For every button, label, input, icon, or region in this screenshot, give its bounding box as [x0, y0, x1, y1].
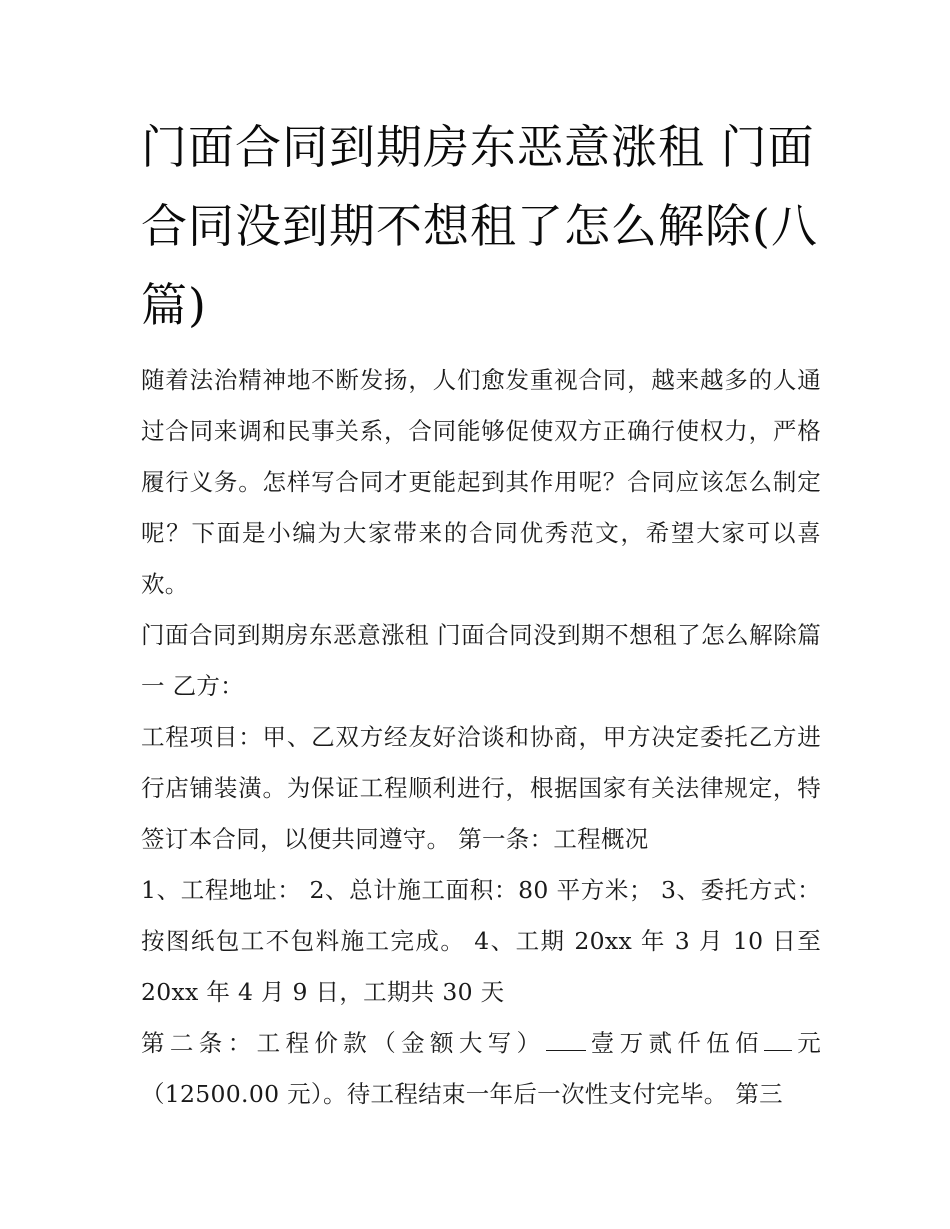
price-prefix: 第二条：工程价款（金额大写） — [141, 1029, 546, 1057]
section-heading: 门面合同到期房东恶意涨租 门面合同没到期不想租了怎么解除篇一 乙方： — [141, 621, 821, 700]
price-paragraph — [141, 1018, 821, 1120]
blank-underline — [546, 1030, 586, 1051]
blank-underline — [764, 1030, 792, 1051]
overview-paragraph: 1、工程地址： 2、总计施工面积：80 平方米； 3、委托方式：按图纸包工不包料施工完成。 4、工期 20xx 年 3 月 10 日至 20xx 年 4 月 9 日，工期共 30 天 — [141, 876, 821, 1006]
price-unit: 元 — [792, 1029, 821, 1057]
price-amount-words: 壹万贰仟伍佰 — [585, 1029, 765, 1057]
intro-paragraph: 随着法治精神地不断发扬，人们愈发重视合同，越来越多的人通过合同来调和民事关系，合同能够促使双方正确行使权力，严格履行义务。怎样写合同才更能起到其作用呢？合同应该怎么制定呢？下面是小编为大家带来的合同优秀范文，希望大家可以喜欢。 — [141, 366, 821, 598]
document-title: 门面合同到期房东恶意涨租 门面合同没到期不想租了怎么解除(八篇) — [141, 120, 818, 332]
project-paragraph: 工程项目：甲、乙双方经友好洽谈和协商，甲方决定委托乙方进行店铺装潢。为保证工程顺利进行，根据国家有关法律规定，特签订本合同，以便共同遵守。 第一条：工程概况 — [141, 723, 821, 853]
price-suffix: （12500.00 元）。待工程结束一年后一次性支付完毕。 第三 — [141, 1080, 783, 1108]
document-page — [141, 108, 821, 1120]
